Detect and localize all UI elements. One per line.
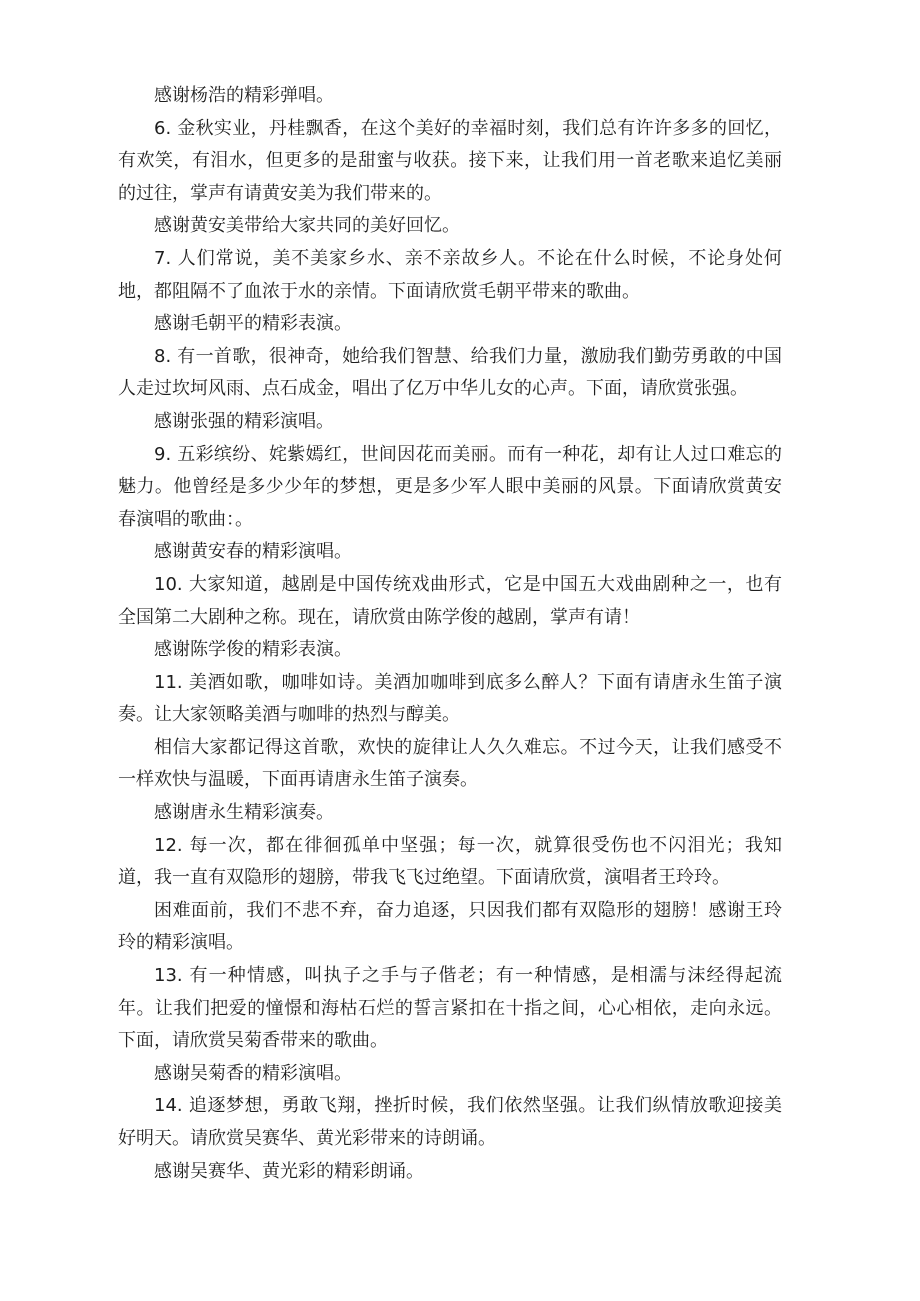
paragraph-item-6: 6. 金秋实业，丹桂飘香，在这个美好的幸福时刻，我们总有许许多多的回忆，有欢笑，有泪水，但更多的是甜蜜与收获。接下来，让我们用一首老歌来追忆美丽的过往，掌声有请黄安美为我们带来的。 — [118, 117, 782, 204]
paragraph-thanks-chenxuejun: 感谢陈学俊的精彩表演。 — [154, 639, 352, 661]
paragraph-thanks-tangyongsheng: 感谢唐永生精彩演奏。 — [154, 802, 334, 824]
document-page — [118, 80, 782, 1188]
paragraph-thanks-yanghao: 感谢杨浩的精彩弹唱。 — [154, 85, 334, 106]
paragraph-item-11-continued: 相信大家都记得这首歌，欢快的旋律让人久久难忘。不过今天，让我们感受不一样欢快与温暖，下面再请唐永生笛子演奏。 — [118, 736, 782, 791]
paragraph-thanks-huanganmei: 感谢黄安美带给大家共同的美好回忆。 — [154, 215, 460, 237]
paragraph-item-10: 10. 大家知道，越剧是中国传统戏曲形式，它是中国五大戏曲剧种之一，也有全国第二大剧种之称。现在，请欣赏由陈学俊的越剧，掌声有请！ — [118, 573, 782, 628]
paragraph-item-8: 8. 有一首歌，很神奇，她给我们智慧、给我们力量，激励我们勤劳勇敢的中国人走过坎坷风雨、点石成金，唱出了亿万中华儿女的心声。下面，请欣赏张强。 — [118, 345, 782, 400]
paragraph-item-14: 14. 追逐梦想，勇敢飞翔，挫折时候，我们依然坚强。让我们纵情放歌迎接美好明天。请欣赏吴赛华、黄光彩带来的诗朗诵。 — [118, 1095, 782, 1149]
paragraph-thanks-wanglingling: 困难面前，我们不悲不弃，奋力追逐，只因我们都有双隐形的翅膀！感谢王玲玲的精彩演唱。 — [118, 899, 782, 954]
paragraph-item-9: 9. 五彩缤纷、姹紫嫣红，世间因花而美丽。而有一种花，却有让人过口难忘的魅力。他曾经是多少少年的梦想，更是多少军人眼中美丽的风景。下面请欣赏黄安春演唱的歌曲：。 — [118, 443, 782, 530]
paragraph-thanks-wusaihua-huangguangcai: 感谢吴赛华、黄光彩的精彩朗诵。 — [154, 1160, 424, 1182]
paragraph-thanks-wujuxiang: 感谢吴菊香的精彩演唱。 — [154, 1062, 352, 1084]
paragraph-item-13: 13. 有一种情感，叫执子之手与子偕老；有一种情感，是相濡与沫经得起流年。让我们把爱的憧憬和海枯石烂的誓言紧扣在十指之间，心心相依，走向永远。下面，请欣赏吴菊香带来的歌曲。 — [118, 965, 782, 1052]
paragraph-thanks-maochaoping: 感谢毛朝平的精彩表演。 — [154, 313, 352, 335]
paragraph-thanks-huanganchun: 感谢黄安春的精彩演唱。 — [154, 541, 352, 563]
paragraph-item-12: 12. 每一次，都在徘徊孤单中坚强；每一次，就算很受伤也不闪泪光；我知道，我一直有双隐形的翅膀，带我飞飞过绝望。下面请欣赏，演唱者王玲玲。 — [118, 834, 782, 889]
paragraph-thanks-zhangqiang: 感谢张强的精彩演唱。 — [154, 410, 334, 432]
paragraph-item-7: 7. 人们常说，美不美家乡水、亲不亲故乡人。不论在什么时候，不论身处何地，都阻隔不了血浓于水的亲情。下面请欣赏毛朝平带来的歌曲。 — [118, 247, 782, 302]
paragraph-item-11: 11. 美酒如歌，咖啡如诗。美酒加咖啡到底多么醉人？下面有请唐永生笛子演奏。让大家领略美酒与咖啡的热烈与醇美。 — [118, 671, 782, 726]
